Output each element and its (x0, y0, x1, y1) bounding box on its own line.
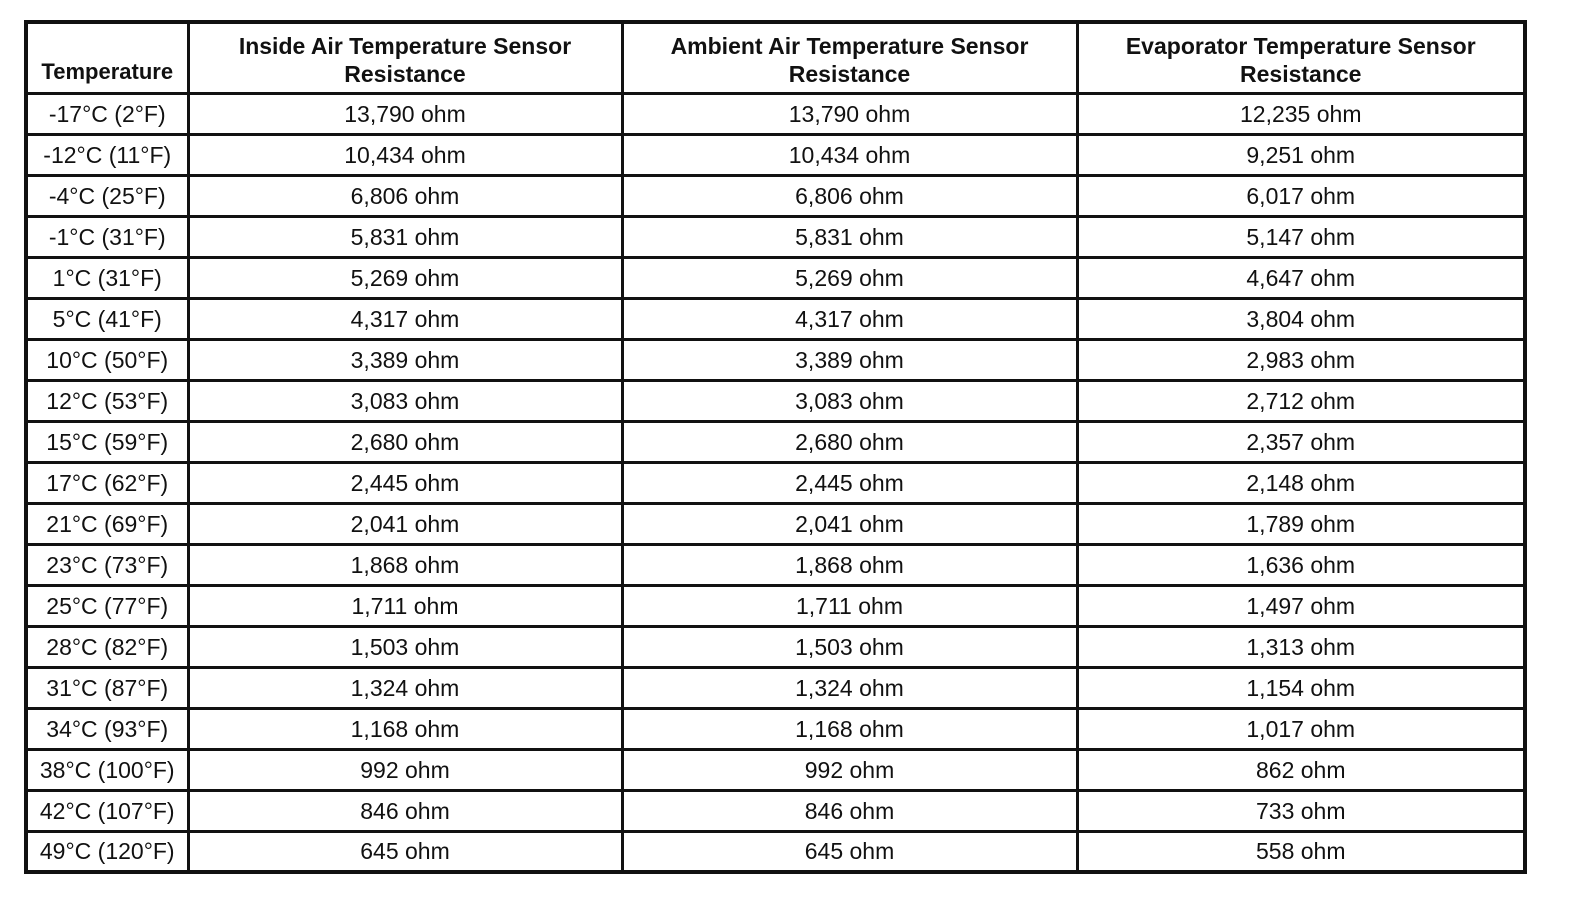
ambient-resistance-cell: 1,503 ohm (622, 626, 1077, 667)
inside-resistance-cell: 2,680 ohm (188, 421, 622, 462)
evaporator-resistance-cell: 9,251 ohm (1077, 134, 1525, 175)
ambient-resistance-cell: 2,041 ohm (622, 503, 1077, 544)
inside-resistance-cell: 2,445 ohm (188, 462, 622, 503)
inside-resistance-cell: 1,868 ohm (188, 544, 622, 585)
evaporator-resistance-cell: 1,313 ohm (1077, 626, 1525, 667)
table-row (26, 421, 1525, 462)
table-row (26, 175, 1525, 216)
inside-resistance-cell: 3,083 ohm (188, 380, 622, 421)
inside-resistance-cell: 645 ohm (188, 831, 622, 872)
inside-resistance-cell: 1,711 ohm (188, 585, 622, 626)
inside-resistance-cell: 6,806 ohm (188, 175, 622, 216)
evaporator-resistance-cell: 1,497 ohm (1077, 585, 1525, 626)
ambient-resistance-cell: 1,868 ohm (622, 544, 1077, 585)
inside-resistance-cell: 1,168 ohm (188, 708, 622, 749)
inside-resistance-cell: 5,831 ohm (188, 216, 622, 257)
table-row (26, 667, 1525, 708)
temperature-cell: -17°C (2°F) (26, 93, 188, 134)
evaporator-resistance-cell: 4,647 ohm (1077, 257, 1525, 298)
ambient-resistance-cell: 4,317 ohm (622, 298, 1077, 339)
evaporator-resistance-cell: 1,636 ohm (1077, 544, 1525, 585)
ambient-resistance-cell: 13,790 ohm (622, 93, 1077, 134)
sensor-resistance-table (24, 20, 1527, 874)
header-inside-air-sensor: Inside Air Temperature Sensor Resistance (188, 22, 622, 93)
evaporator-resistance-cell: 2,357 ohm (1077, 421, 1525, 462)
ambient-resistance-cell: 1,168 ohm (622, 708, 1077, 749)
evaporator-resistance-cell: 2,983 ohm (1077, 339, 1525, 380)
table-row (26, 544, 1525, 585)
ambient-resistance-cell: 2,680 ohm (622, 421, 1077, 462)
inside-resistance-cell: 846 ohm (188, 790, 622, 831)
table-row (26, 831, 1525, 872)
table-row (26, 749, 1525, 790)
inside-resistance-cell: 2,041 ohm (188, 503, 622, 544)
inside-resistance-cell: 1,503 ohm (188, 626, 622, 667)
ambient-resistance-cell: 2,445 ohm (622, 462, 1077, 503)
evaporator-resistance-cell: 1,789 ohm (1077, 503, 1525, 544)
inside-resistance-cell: 3,389 ohm (188, 339, 622, 380)
table-row (26, 503, 1525, 544)
table-body (26, 93, 1525, 872)
table-row (26, 134, 1525, 175)
ambient-resistance-cell: 3,389 ohm (622, 339, 1077, 380)
temperature-cell: -1°C (31°F) (26, 216, 188, 257)
table-row (26, 585, 1525, 626)
table-row (26, 298, 1525, 339)
evaporator-resistance-cell: 6,017 ohm (1077, 175, 1525, 216)
ambient-resistance-cell: 1,324 ohm (622, 667, 1077, 708)
temperature-cell: 5°C (41°F) (26, 298, 188, 339)
table-row (26, 93, 1525, 134)
table-row (26, 708, 1525, 749)
temperature-cell: 38°C (100°F) (26, 749, 188, 790)
table-row (26, 216, 1525, 257)
temperature-cell: -4°C (25°F) (26, 175, 188, 216)
temperature-cell: 42°C (107°F) (26, 790, 188, 831)
table-row (26, 339, 1525, 380)
ambient-resistance-cell: 10,434 ohm (622, 134, 1077, 175)
temperature-cell: 12°C (53°F) (26, 380, 188, 421)
inside-resistance-cell: 1,324 ohm (188, 667, 622, 708)
temperature-cell: 23°C (73°F) (26, 544, 188, 585)
ambient-resistance-cell: 846 ohm (622, 790, 1077, 831)
evaporator-resistance-cell: 3,804 ohm (1077, 298, 1525, 339)
inside-resistance-cell: 992 ohm (188, 749, 622, 790)
evaporator-resistance-cell: 2,712 ohm (1077, 380, 1525, 421)
evaporator-resistance-cell: 733 ohm (1077, 790, 1525, 831)
temperature-cell: 10°C (50°F) (26, 339, 188, 380)
inside-resistance-cell: 13,790 ohm (188, 93, 622, 134)
evaporator-resistance-cell: 862 ohm (1077, 749, 1525, 790)
ambient-resistance-cell: 1,711 ohm (622, 585, 1077, 626)
ambient-resistance-cell: 5,269 ohm (622, 257, 1077, 298)
temperature-cell: 17°C (62°F) (26, 462, 188, 503)
table-row (26, 790, 1525, 831)
evaporator-resistance-cell: 2,148 ohm (1077, 462, 1525, 503)
temperature-cell: 31°C (87°F) (26, 667, 188, 708)
resistance-table-container (24, 20, 1527, 874)
temperature-cell: 28°C (82°F) (26, 626, 188, 667)
table-row (26, 626, 1525, 667)
temperature-cell: 1°C (31°F) (26, 257, 188, 298)
table-row (26, 462, 1525, 503)
header-evaporator-sensor: Evaporator Temperature Sensor Resistance (1077, 22, 1525, 93)
evaporator-resistance-cell: 5,147 ohm (1077, 216, 1525, 257)
header-temperature: Temperature (26, 22, 188, 93)
temperature-cell: 49°C (120°F) (26, 831, 188, 872)
temperature-cell: 25°C (77°F) (26, 585, 188, 626)
ambient-resistance-cell: 5,831 ohm (622, 216, 1077, 257)
inside-resistance-cell: 10,434 ohm (188, 134, 622, 175)
inside-resistance-cell: 4,317 ohm (188, 298, 622, 339)
ambient-resistance-cell: 6,806 ohm (622, 175, 1077, 216)
table-row (26, 380, 1525, 421)
temperature-cell: 34°C (93°F) (26, 708, 188, 749)
table-row (26, 257, 1525, 298)
temperature-cell: 21°C (69°F) (26, 503, 188, 544)
evaporator-resistance-cell: 1,154 ohm (1077, 667, 1525, 708)
temperature-cell: 15°C (59°F) (26, 421, 188, 462)
evaporator-resistance-cell: 1,017 ohm (1077, 708, 1525, 749)
header-ambient-air-sensor: Ambient Air Temperature Sensor Resistance (622, 22, 1077, 93)
ambient-resistance-cell: 645 ohm (622, 831, 1077, 872)
inside-resistance-cell: 5,269 ohm (188, 257, 622, 298)
table-header-row (26, 22, 1525, 93)
evaporator-resistance-cell: 12,235 ohm (1077, 93, 1525, 134)
evaporator-resistance-cell: 558 ohm (1077, 831, 1525, 872)
ambient-resistance-cell: 992 ohm (622, 749, 1077, 790)
ambient-resistance-cell: 3,083 ohm (622, 380, 1077, 421)
temperature-cell: -12°C (11°F) (26, 134, 188, 175)
